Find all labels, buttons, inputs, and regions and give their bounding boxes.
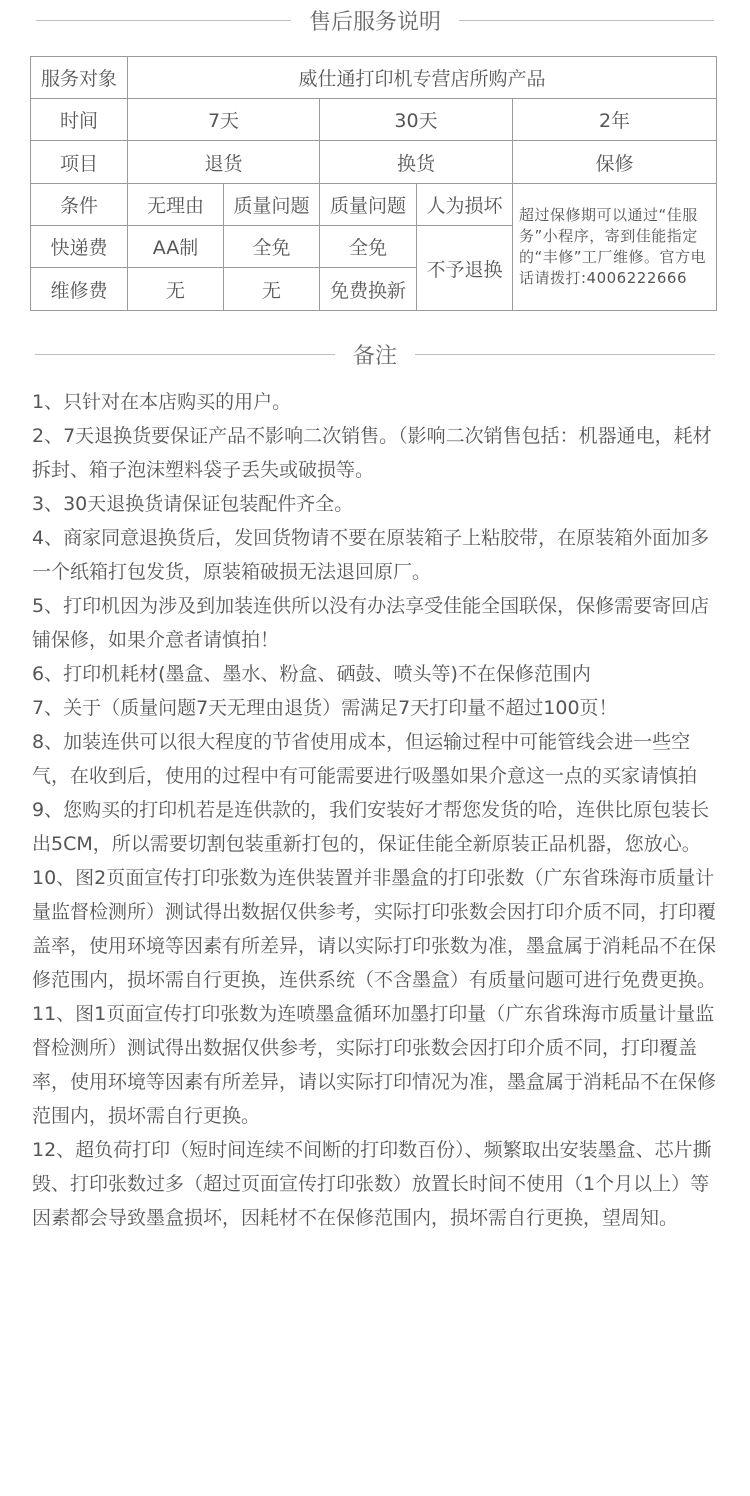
- note-item: 8、加装连供可以很大程度的节省使用成本，但运输过程中可能管线会进一些空气，在收到后，使用的过程中有可能需要进行吸墨如果介意这一点的买家请慎拍: [32, 731, 698, 787]
- table-cell: AA制: [128, 226, 224, 268]
- table-cell: 条件: [31, 184, 128, 226]
- notes-heading-text: 备注: [352, 343, 397, 369]
- note-item: 9、您购买的打印机若是连供款的，我们安装好才帮您发货的哈，连供比原包装长出5CM，所以需要切割包装重新打包的，保证佳能全新原装正品机器，您放心。: [32, 799, 710, 855]
- table-cell: 威仕通打印机专营店所购产品: [128, 57, 717, 99]
- note-item: 12、超负荷打印（短时间连续不间断的打印数百份）、频繁取出安装墨盒、芯片撕毁、打印张数过多（超过页面宣传打印张数）放置长时间不使用（1个月以上）等因素都会导致墨盒损坏，因耗材不在保修范围内，损坏需自行更换，望周知。: [32, 1139, 712, 1229]
- note-item: 2、7天退换货要保证产品不影响二次销售。（影响二次销售包括：机器通电，耗材拆封、箱子泡沫塑料袋子丢失或破损等。: [32, 425, 712, 481]
- divider-line: [36, 20, 291, 21]
- table-cell: 快递费: [31, 226, 128, 268]
- note-item: 6、打印机耗材(墨盒、墨水、粉盒、硒鼓、喷头等)不在保修范围内: [32, 663, 591, 685]
- service-table: [30, 56, 717, 311]
- table-cell: 质量问题: [320, 184, 417, 226]
- notes-list: [32, 385, 722, 1235]
- divider-line: [459, 20, 714, 21]
- table-cell: 全免: [320, 226, 417, 268]
- table-cell: 项目: [31, 141, 128, 184]
- table-cell: 无: [128, 268, 224, 311]
- service-heading: [0, 4, 750, 36]
- table-cell: 免费换新: [320, 268, 417, 311]
- table-cell: 换货: [320, 141, 513, 184]
- table-cell: 30天: [320, 99, 513, 141]
- table-row: [31, 141, 717, 184]
- warranty-note: 超过保修期可以通过“佳服务”小程序，寄到佳能指定的“丰修”工厂维修。官方电话请拨打:4006222666: [513, 184, 717, 311]
- notes-heading: [0, 338, 750, 370]
- table-cell: 无: [224, 268, 320, 311]
- note-item: 5、打印机因为涉及到加装连供所以没有办法享受佳能全国联保，保修需要寄回店铺保修，如果介意者请慎拍！: [32, 595, 710, 651]
- divider-line: [415, 354, 715, 355]
- table-cell: 2年: [513, 99, 717, 141]
- note-item: 4、商家同意退换货后，发回货物请不要在原装箱子上粘胶带，在原装箱外面加多一个纸箱打包发货，原装箱破损无法退回原厂。: [32, 527, 710, 583]
- table-cell: 7天: [128, 99, 320, 141]
- service-heading-text: 售后服务说明: [308, 9, 441, 35]
- table-row: [31, 184, 717, 226]
- table-cell: 时间: [31, 99, 128, 141]
- table-cell: 服务对象: [31, 57, 128, 99]
- table-cell: 人为损坏: [417, 184, 513, 226]
- table-row: [31, 99, 717, 141]
- table-cell: 保修: [513, 141, 717, 184]
- note-item: 3、30天退换货请保证包装配件齐全。: [32, 493, 354, 515]
- note-item: 10、图2页面宣传打印张数为连供装置并非墨盒的打印张数（广东省珠海市质量计量监督检测所）测试得出数据仅供参考，实际打印张数会因打印介质不同，打印覆盖率，使用环境等因素有所差异，请以实际打印张数为准，墨盒属于消耗品不在保修范围内，损坏需自行更换，连供系统（不含墨盒）有质量问题可进行免费更换。: [32, 867, 717, 991]
- table-cell-no-return: 不予退换: [417, 226, 513, 311]
- table-row: [31, 57, 717, 99]
- table-cell: 无理由: [128, 184, 224, 226]
- note-item: 1、只针对在本店购买的用户。: [32, 391, 292, 413]
- table-cell: 全免: [224, 226, 320, 268]
- note-item: 11、图1页面宣传打印张数为连喷墨盒循环加墨打印量（广东省珠海市质量计量监督检测所）测试得出数据仅供参考，实际打印张数会因打印介质不同，打印覆盖率，使用环境等因素有所差异，请以实际打印情况为准，墨盒属于消耗品不在保修范围内，损坏需自行更换。: [32, 1003, 717, 1127]
- table-cell: 质量问题: [224, 184, 320, 226]
- note-item: 7、关于（质量问题7天无理由退货）需满足7天打印量不超过100页！: [32, 697, 618, 719]
- table-cell: 退货: [128, 141, 320, 184]
- table-cell: 维修费: [31, 268, 128, 311]
- divider-line: [35, 354, 335, 355]
